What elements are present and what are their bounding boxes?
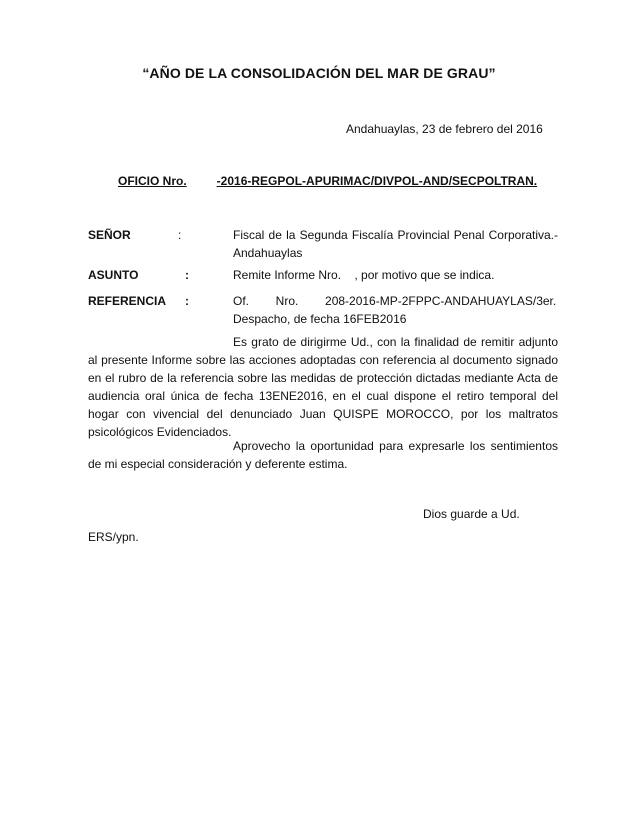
referencia-label: REFERENCIA	[88, 294, 167, 308]
senor-value-line-2: Andahuaylas	[233, 246, 303, 260]
referencia-value	[233, 292, 558, 328]
senor-value-line-1: Fiscal de la Segunda Fiscalía Provincial Penal Corporativa.-	[233, 228, 558, 242]
typist-initials: ERS/ypn.	[88, 530, 139, 544]
place-date: Andahuaylas, 23 de febrero del 2016	[346, 122, 543, 136]
senor-value	[233, 226, 558, 262]
oficio-reference	[118, 174, 537, 188]
senor-label: SEÑOR	[88, 228, 131, 242]
oficio-prefix: OFICIO Nro.	[118, 174, 187, 188]
referencia-colon: :	[185, 294, 189, 308]
asunto-label: ASUNTO	[88, 268, 139, 282]
body-paragraph-1-text: Es grato de dirigirme Ud., con la finalidad de remitir adjunto al presente Informe sobre las acciones adoptadas con referencia al documento signado en el rubro de la referencia sobre las medidas de protección dictadas mediante Acta de audiencia oral única de fecha 13ENE2016, en el cual dispone el retiro temporal del hogar con vivencial del denunciado Juan QUISPE MOROCCO, por los maltratos psicológicos Evidenciados.	[88, 335, 558, 439]
asunto-value: Remite Informe Nro. , por motivo que se indica.	[233, 268, 495, 282]
body-paragraph-2	[88, 437, 558, 473]
referencia-value-line-1: Of. Nro. 208-2016-MP-2FPPC-ANDAHUAYLAS/3er.	[233, 294, 557, 308]
closing-salutation: Dios guarde a Ud.	[423, 507, 520, 521]
asunto-colon: :	[185, 268, 189, 282]
body-paragraph-1	[88, 333, 558, 441]
oficio-code: -2016-REGPOL-APURIMAC/DIVPOL-AND/SECPOLTRAN.	[216, 174, 538, 188]
body-paragraph-2-text: Aprovecho la oportunidad para expresarle los sentimientos de mi especial consideración y deferente estima.	[88, 439, 558, 471]
year-motto-heading: “AÑO DE LA CONSOLIDACIÓN DEL MAR DE GRAU”	[142, 65, 496, 81]
referencia-value-line-2: Despacho, de fecha 16FEB2016	[233, 312, 407, 326]
senor-colon: :	[178, 228, 182, 242]
